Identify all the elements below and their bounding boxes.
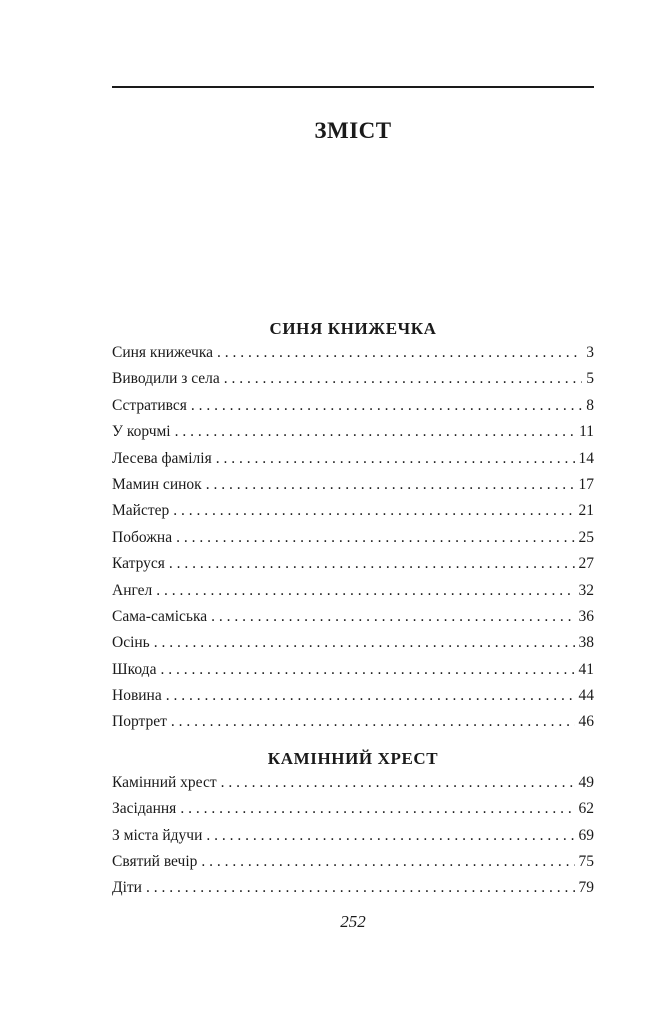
entry-title: Засідання [112, 800, 177, 818]
dot-leader [171, 709, 575, 735]
dot-leader [221, 770, 575, 796]
header-rule [112, 86, 594, 88]
toc-entry[interactable] [112, 472, 594, 498]
entry-title: Синя книжечка [112, 344, 214, 361]
entry-title: Портрет [112, 713, 167, 731]
entry-page-number: 62 [578, 800, 594, 818]
entry-page-number: 46 [578, 713, 594, 731]
entry-title: Осінь [112, 634, 150, 652]
toc-entry[interactable] [112, 393, 594, 419]
toc-entry[interactable] [112, 849, 594, 875]
toc-entry-list [112, 340, 594, 736]
entry-page-number: 38 [578, 634, 594, 652]
toc-entry[interactable] [112, 366, 594, 392]
dot-leader [146, 875, 575, 901]
entry-page-number: 14 [578, 449, 594, 467]
toc-entry[interactable] [112, 446, 594, 472]
entry-title: Шкода [112, 660, 157, 678]
dot-leader [169, 551, 575, 577]
entry-page-number: 69 [578, 826, 594, 844]
entry-title: Камінний хрест [112, 773, 217, 791]
toc-entry[interactable] [112, 498, 594, 524]
entry-page-number: 21 [578, 502, 594, 520]
dot-leader [206, 823, 574, 849]
entry-title: Лесева фамілія [112, 449, 212, 467]
toc-entry[interactable] [112, 683, 594, 709]
toc-entry[interactable] [112, 630, 594, 656]
entry-page-number: 25 [578, 528, 594, 546]
page-number: 252 [340, 912, 366, 931]
dot-leader [224, 366, 582, 392]
dot-leader [154, 630, 575, 656]
dot-leader [206, 472, 575, 498]
entry-page-number: 36 [578, 607, 594, 625]
dot-leader [211, 604, 574, 630]
entry-title: Ангел [112, 581, 153, 599]
toc-section [112, 748, 594, 902]
section-title: КАМІННИЙ ХРЕСТ [267, 748, 439, 768]
entry-title: Діти [112, 879, 142, 897]
dot-leader [173, 498, 574, 524]
dot-leader [216, 446, 575, 472]
entry-title: Виводили з села [112, 370, 220, 388]
dot-leader [166, 683, 575, 709]
entry-page-number: 27 [578, 555, 594, 573]
toc-entry[interactable] [112, 419, 594, 445]
entry-title: Святий вечір [112, 853, 198, 871]
toc-section [112, 318, 594, 736]
toc-entry[interactable] [112, 657, 594, 683]
entry-page-number: 32 [578, 581, 594, 599]
dot-leader [191, 393, 582, 419]
entry-page-number: 17 [578, 475, 594, 493]
dot-leader [175, 419, 575, 445]
entry-page-number: 3 [586, 344, 594, 361]
entry-page-number: 44 [578, 687, 594, 705]
entry-page-number: 41 [578, 660, 594, 678]
dot-leader [156, 578, 574, 604]
entry-title: Сама-саміська [112, 607, 208, 625]
toc-entry[interactable] [112, 604, 594, 630]
toc-entry[interactable] [112, 796, 594, 822]
section-title: СИНЯ КНИЖЕЧКА [269, 319, 437, 338]
toc-entry[interactable] [112, 823, 594, 849]
entry-page-number: 11 [579, 423, 594, 441]
entry-title: У корчмі [112, 423, 171, 441]
entry-title: Новина [112, 687, 162, 705]
entry-title: З міста йдучи [112, 826, 203, 844]
toc-entry[interactable] [112, 551, 594, 577]
toc-entry[interactable] [112, 578, 594, 604]
table-of-contents [112, 318, 594, 902]
toc-entry-list [112, 770, 594, 902]
entry-page-number: 49 [578, 773, 594, 791]
dot-leader [201, 849, 574, 875]
entry-title: Мамин синок [112, 475, 202, 493]
toc-entry[interactable] [112, 770, 594, 796]
entry-title: Сстратився [112, 396, 187, 414]
entry-page-number: 75 [578, 853, 594, 871]
dot-leader [176, 525, 574, 551]
toc-entry[interactable] [112, 525, 594, 551]
dot-leader [180, 796, 574, 822]
entry-title: Побожна [112, 528, 173, 546]
dot-leader [160, 657, 574, 683]
page-title: ЗМІСТ [314, 118, 392, 143]
dot-leader [217, 340, 582, 366]
entry-page-number: 5 [586, 370, 594, 388]
entry-page-number: 79 [578, 879, 594, 897]
entry-page-number: 8 [586, 396, 594, 414]
entry-title: Майстер [112, 502, 170, 520]
toc-entry[interactable] [112, 875, 594, 901]
toc-entry[interactable] [112, 340, 594, 366]
toc-entry[interactable] [112, 709, 594, 735]
entry-title: Катруся [112, 555, 165, 573]
